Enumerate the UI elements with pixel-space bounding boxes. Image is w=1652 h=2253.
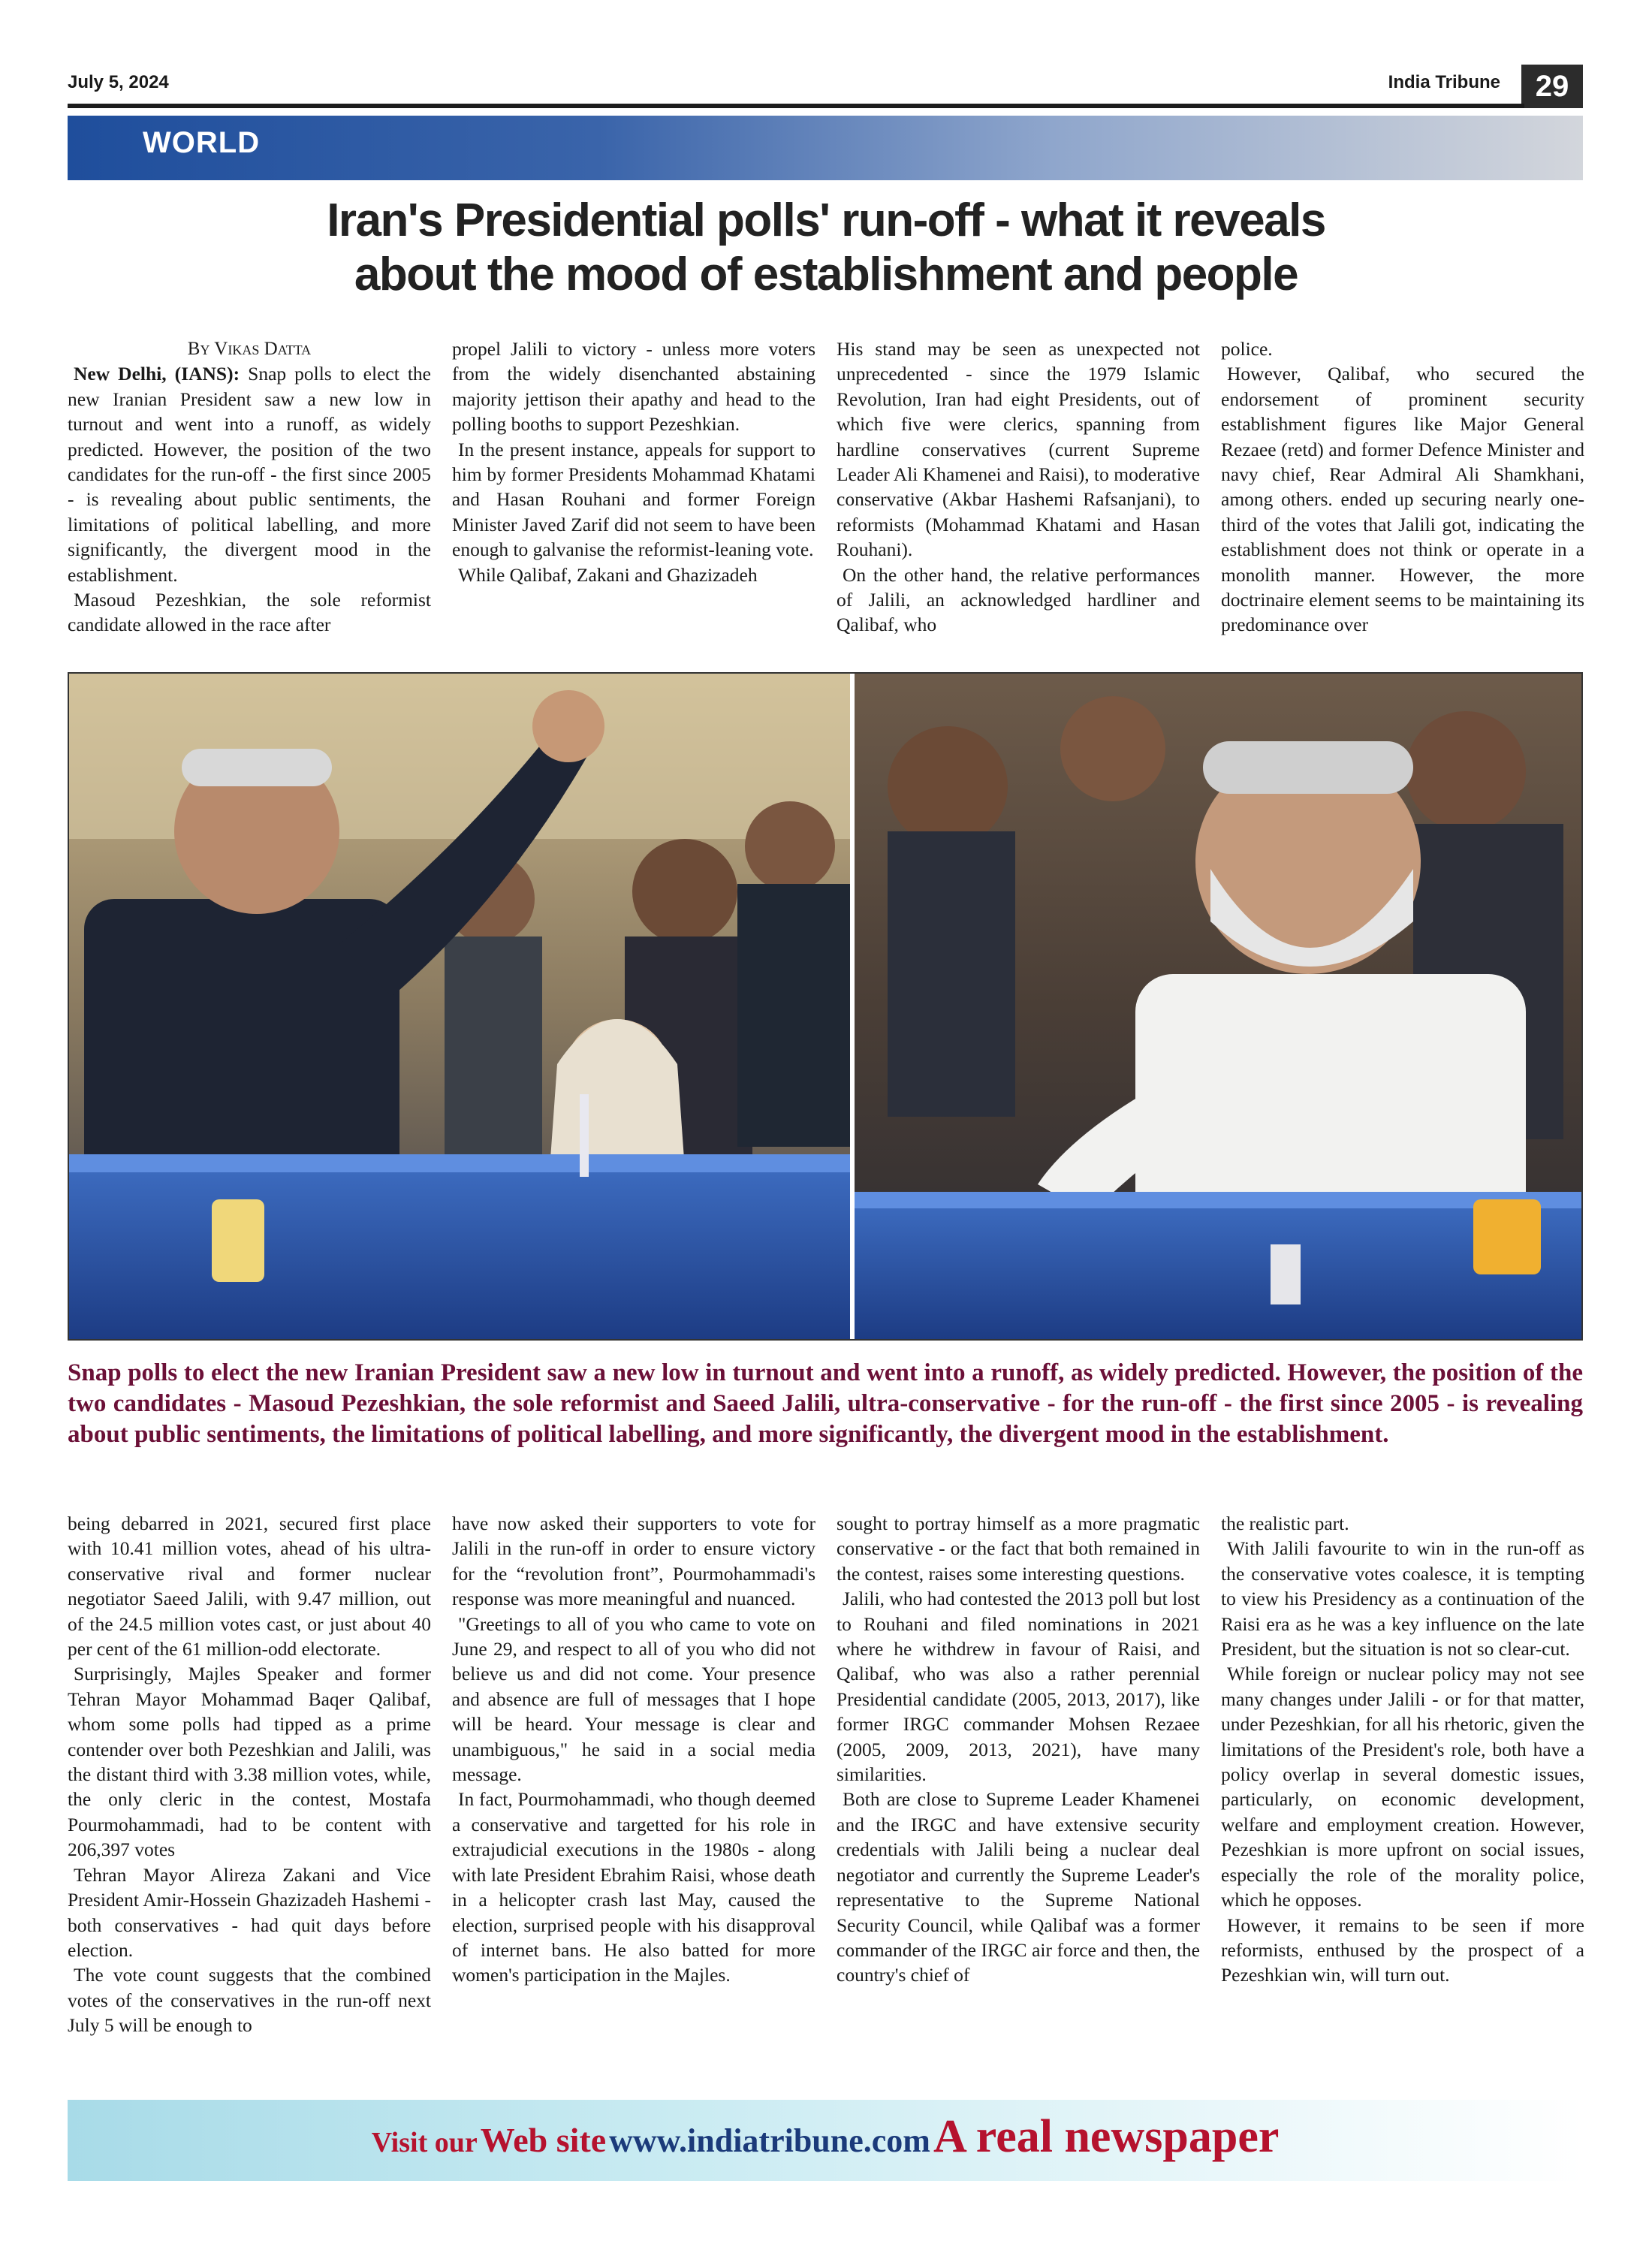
paragraph: police. — [1221, 338, 1273, 360]
news-photo — [68, 672, 1583, 1341]
headline-line-2: about the mood of establishment and people — [354, 249, 1298, 300]
top-column-4 — [1221, 336, 1584, 659]
headline — [113, 194, 1539, 302]
top-column-1 — [68, 336, 431, 659]
paragraph — [68, 361, 431, 587]
bottom-column-3 — [837, 1511, 1200, 2089]
banner-web-site: Web site — [480, 2121, 607, 2159]
paragraph: the realistic part. — [1221, 1513, 1349, 1534]
paragraph: sought to portray himself as a more pragmatic conservative - or the fact that both remained in the contest, raises some interesting questions. — [837, 1513, 1200, 1585]
publication-name: India Tribune — [1388, 72, 1500, 92]
header-rule — [68, 104, 1524, 108]
bottom-column-1 — [68, 1511, 431, 2089]
paragraph: In the present instance, appeals for support to him by former Presidents Mohammad Khatami and Hasan Rouhani and former Foreign Minister Javed Zarif did not seem to have been enough to galvanise the reformist-leaning vote. — [452, 438, 815, 561]
page-number: 29 — [1521, 65, 1583, 108]
paragraph: Surprisingly, Majles Speaker and former Tehran Mayor Mohammad Baqer Qalibaf, whom some polls had tipped as a prime contender over both Pezeshkian and Jalili, was the distant third with 3.38 million votes, while, the only cleric in the contest, Mostafa Pourmohammadi, had to be content with 206,397 votes — [68, 1663, 431, 1861]
bottom-column-4 — [1221, 1511, 1584, 2089]
paragraph: propel Jalili to victory - unless more voters from the widely disenchanted abstaining majority jettison their apathy and head to the polling booths to support Pezeshkian. — [452, 338, 815, 436]
left-photo-panel — [69, 674, 850, 1339]
paragraph: With Jalili favourite to win in the run-off as the conservative votes coalesce, it is tempting to view his Presidency as a continuation of the Raisi era as he was a key influence on the late President, but the situation is not so clear-cut. — [1221, 1537, 1584, 1660]
photo-caption: Snap polls to elect the new Iranian President saw a new low in turnout and went into a runoff, as widely predicted. However, the position of the two candidates - Masoud Pezeshkian, the sole reformist and Saeed Jalili, ultra-conservative - for the run-off - the first since 2005 - is revealing about public sentiments, the limitations of political labelling, and more significantly, the divergent mood in the establishment. — [68, 1359, 1583, 1448]
byline: By Vikas Datta — [187, 339, 312, 359]
paragraph: Jalili, who had contested the 2013 poll but lost to Rouhani and filed nominations in 2021 where he withdrew in favour of Raisi, and Qalibaf, who was also a rather perennial Presidential candidate (2005, 2013, 2017), like former IRGC commander Mohsen Rezaee (2005, 2009, 2013, 2021), have many similarities. — [837, 1588, 1200, 1786]
paragraph: However, it remains to be seen if more reformists, enthused by the prospect of a Pezeshkian win, will turn out. — [1221, 1914, 1584, 1986]
website-banner — [68, 2100, 1583, 2181]
paragraph: His stand may be seen as unexpected not unprecedented - since the 1979 Islamic Revolution, Iran had eight Presidents, out of which five were clerics, spanning from hardline conservatives (current Supreme Leader Ali Khamenei and Raisi), to moderative conservative (Akbar Hashemi Rafsanjani), to reformists (Mohammad Khatami and Hasan Rouhani). — [837, 338, 1200, 561]
photo-illustration — [69, 674, 1581, 1339]
paragraph: being debarred in 2021, secured first place with 10.41 million votes, ahead of his ultra-conservative rival and former nuclear negotiator Saeed Jalili, with 9.47 million, out of the 24.5 million votes cast, or just about 40 per cent of the 61 million-odd electorate. — [68, 1513, 431, 1660]
top-column-2 — [452, 336, 815, 659]
paragraph: "Greetings to all of you who came to vote on June 29, and respect to all of you who did not believe us and did not come. Your presence and absence are full of messages that I hope will be heard. Your message is clear and unambiguous," he said in a social media message. — [452, 1612, 815, 1786]
paragraph: In fact, Pourmohammadi, who though deemed a conservative and targetted for his role in extrajudicial executions in the 1980s - along with late President Ebrahim Raisi, whose death in a helicopter crash last May, caused the election, surprised people with his disapproval of internet bans. He also batted for more women's participation in the Majles. — [452, 1788, 815, 1986]
banner-text — [68, 2110, 1583, 2164]
paragraph: Masoud Pezeshkian, the sole reformist candidate allowed in the race after — [68, 589, 431, 636]
paragraph: However, Qalibaf, who secured the endorsement of prominent security establishment figures like Major General Rezaee (retd) and former Defence Minister and navy chief, Rear Admiral Ali Shamkhani, among others. ended up securing nearly one-third of the votes that Jalili got, indicating the establishment does not think or operate in a monolith manner. However, the more doctrinaire element seems to be maintaining its predominance over — [1221, 363, 1584, 636]
paragraph: Both are close to Supreme Leader Khamenei and the IRGC and have extensive security credentials with Jalili being a nuclear deal negotiator and currently the Supreme Leader's representative to the Supreme National Security Council, while Qalibaf was a former commander of the IRGC air force and then, the country's chief of — [837, 1788, 1200, 1986]
paragraph: have now asked their supporters to vote for Jalili in the run-off in order to ensure victory for the “revolution front”, Pourmohammadi's response was more meaningful and nuanced. — [452, 1513, 815, 1610]
section-label: WORLD — [143, 126, 261, 159]
banner-url-link[interactable]: www.indiatribune.com — [609, 2122, 930, 2159]
banner-tagline: A real newspaper — [933, 2111, 1280, 2162]
paragraph: While foreign or nuclear policy may not see many changes under Jalili - or for that matter, under Pezeshkian, for all his rhetoric, given the limitations of the President's role, both have a policy overlap in several domestic issues, particularly, on economic development, welfare and employment creation. However, Pezeshkian is more upfront on social issues, especially the role of the morality police, which he opposes. — [1221, 1663, 1584, 1911]
paragraph: Tehran Mayor Alireza Zakani and Vice President Amir-Hossein Ghazizadeh Hashemi - both conservatives - had quit days before election. — [68, 1863, 431, 1961]
top-column-3 — [837, 336, 1200, 659]
bottom-column-2 — [452, 1511, 815, 2089]
issue-date: July 5, 2024 — [68, 72, 169, 92]
paragraph: While Qalibaf, Zakani and Ghazizadeh — [458, 563, 758, 586]
paragraph: On the other hand, the relative performances of Jalili, an acknowledged hardliner and Qalibaf, who — [837, 563, 1200, 636]
right-photo-panel — [850, 674, 1581, 1339]
banner-visit: Visit our — [371, 2127, 478, 2158]
headline-line-1: Iran's Presidential polls' run-off - what it reveals — [327, 195, 1325, 246]
paragraph: The vote count suggests that the combined votes of the conservatives in the run-off next July 5 will be enough to — [68, 1964, 431, 2037]
dateline: New Delhi, (IANS): — [74, 363, 240, 385]
section-bar — [68, 116, 1583, 180]
paragraph-text: Snap polls to elect the new Iranian President saw a new low in turnout and went into a runoff, as widely predicted. However, the position of the two candidates for the run-off - the first since 2005 - is revealing about public sentiments, the limitations of political labelling, and more significantly, the divergent mood in the establishment. — [68, 363, 431, 586]
